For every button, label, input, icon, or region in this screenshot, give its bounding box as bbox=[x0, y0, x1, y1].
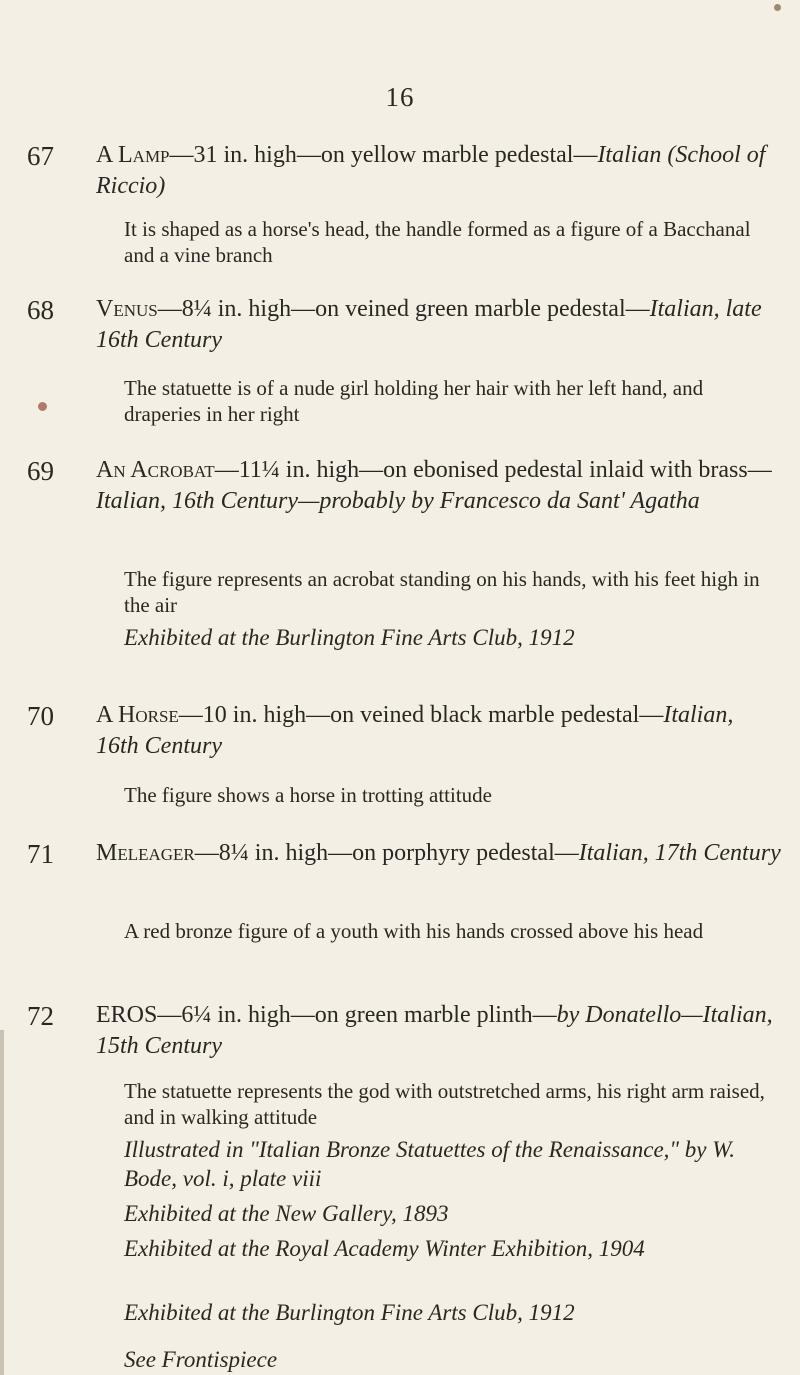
lot-description: The statuette is of a nude girl holding her hair with her left hand, and draperies in her right bbox=[124, 376, 704, 426]
lot-provenance: Italian (School of Riccio) bbox=[96, 142, 766, 199]
lot-description: The statuette represents the god with outstretched arms, his right arm raised, and in walking attitude bbox=[124, 1079, 765, 1129]
lot-exhibition-note: Exhibited at the Burlington Fine Arts Club, 1912 bbox=[124, 1300, 575, 1325]
lot-dimensions: —8¼ in. high—on porphyry pedestal— bbox=[194, 840, 579, 866]
lot-provenance: Italian, 16th Century—probably by Francesco da Sant' Agatha bbox=[96, 488, 700, 514]
lot-name: An Acrobat bbox=[96, 457, 215, 483]
lot-dimensions: —6¼ in. high—on green marble plinth— bbox=[157, 1002, 557, 1028]
lot-title bbox=[96, 1000, 781, 1062]
lot-number: 71 bbox=[27, 839, 54, 869]
lot-number: 70 bbox=[27, 701, 54, 731]
page-edge-shadow bbox=[0, 1030, 4, 1375]
lot-title bbox=[96, 700, 781, 762]
lot-title bbox=[96, 455, 781, 517]
lot-title bbox=[96, 838, 781, 869]
lot-description: It is shaped as a horse's head, the handle formed as a figure of a Bacchanal and a vine branch bbox=[124, 217, 751, 267]
lot-provenance: Italian, late 16th Century bbox=[96, 296, 762, 353]
lot-title bbox=[96, 140, 781, 202]
lot-name: A Horse bbox=[96, 702, 179, 728]
lot-provenance: Italian, 16th Century bbox=[96, 702, 734, 759]
lot-exhibition-note: Exhibited at the Royal Academy Winter Exhibition, 1904 bbox=[124, 1236, 645, 1261]
lot-exhibition-note: Exhibited at the New Gallery, 1893 bbox=[124, 1201, 449, 1226]
lot-number: 69 bbox=[27, 456, 54, 486]
lot-number: 72 bbox=[27, 1001, 54, 1031]
lot-name: Venus bbox=[96, 296, 158, 322]
lot-number: 68 bbox=[27, 295, 54, 325]
lot-name: A Lamp bbox=[96, 142, 170, 168]
lot-name: EROS bbox=[96, 1002, 158, 1028]
lot-description: A red bronze figure of a youth with his hands crossed above his head bbox=[124, 919, 704, 943]
lot-number: 67 bbox=[27, 141, 54, 171]
lot-title bbox=[96, 294, 781, 356]
lot-exhibition-note: Exhibited at the Burlington Fine Arts Club, 1912 bbox=[124, 625, 575, 650]
paper-spot bbox=[38, 402, 47, 411]
page-number: 16 bbox=[385, 82, 415, 112]
lot-description: The figure shows a horse in trotting attitude bbox=[124, 783, 493, 807]
lot-dimensions: —8¼ in. high—on veined green marble pedestal— bbox=[157, 296, 650, 322]
lot-provenance: Italian, 17th Century bbox=[578, 840, 781, 866]
lot-provenance: by Donatello—Italian, 15th Century bbox=[96, 1002, 773, 1059]
lot-see-also-note: See Frontispiece bbox=[124, 1347, 278, 1372]
lot-name: Meleager bbox=[96, 840, 195, 866]
paper-spot bbox=[774, 4, 781, 11]
lot-illustration-note: Illustrated in "Italian Bronze Statuettes of the Renaissance," by W. Bode, vol. i, plate viii bbox=[124, 1137, 736, 1191]
lot-dimensions: —10 in. high—on veined black marble pedestal— bbox=[178, 702, 664, 728]
lot-dimensions: —31 in. high—on yellow marble pedestal— bbox=[169, 142, 598, 168]
lot-dimensions: —11¼ in. high—on ebonised pedestal inlaid with brass— bbox=[214, 457, 772, 483]
lot-description: The figure represents an acrobat standing on his hands, with his feet high in the air bbox=[124, 567, 760, 617]
